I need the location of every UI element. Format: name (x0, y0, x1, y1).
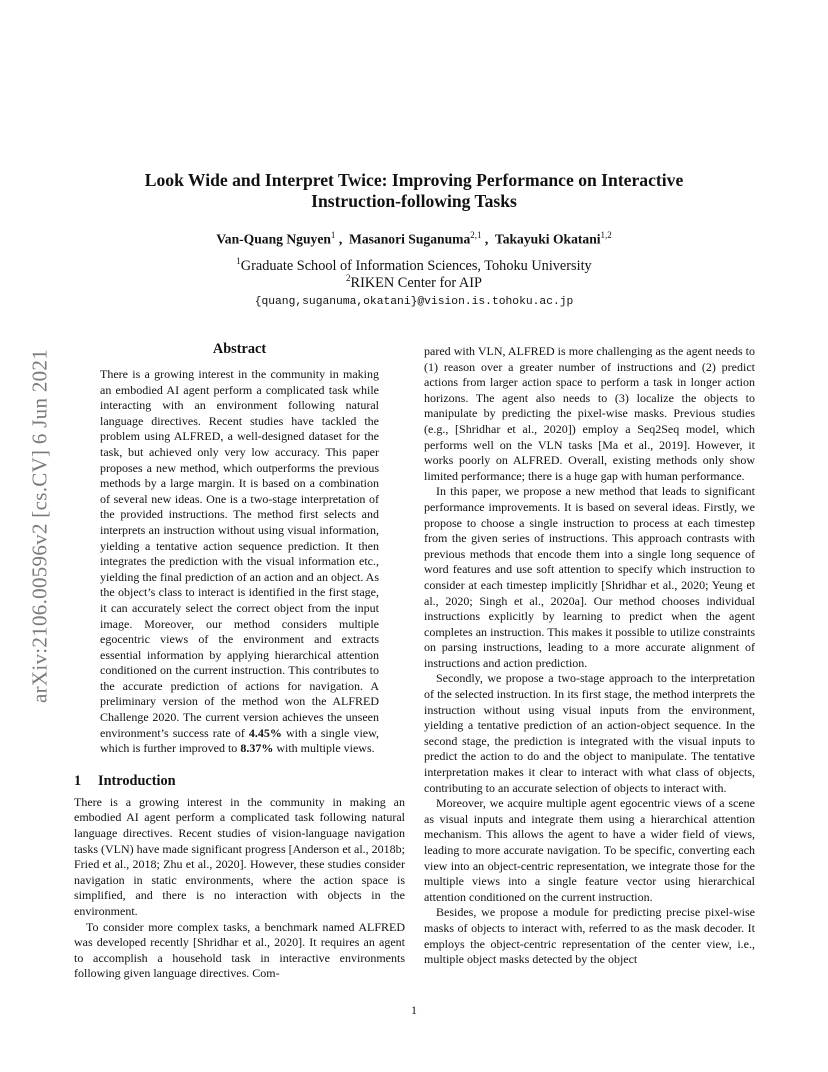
intro-paragraph-5: Moreover, we acquire multiple agent egocentric views of a scene as visual inputs and integrate them using a hierarchical attention mechanism. This allows the agent to have a wider field of views, leading to more accurate navigation. To be specific, converting each view into an object-centric representation, we integrate those for the multiple views into a single feature vector using hierarchical attention conditioned on the current instruction. (424, 796, 755, 904)
arxiv-side-label (20, 296, 60, 756)
intro-paragraph-6: Besides, we propose a module for predicting precise pixel-wise masks of objects to interact with, referred to as the mask decoder. It employs the object-centric representation of the center view, i.e., multiple object masks detected by the object (424, 905, 755, 967)
page-number: 1 (411, 1003, 417, 1017)
intro-paragraph-2-continued: pared with VLN, ALFRED is more challenging as the agent needs to (1) reason over a greater number of instructions and (2) predict actions from larger action space to perform a task in longer action horizons. The agent also needs to (3) localize the objects to manipulate by predicting the pixel-wise masks. Previous studies (e.g., [Shridhar et al., 2020]) employ a Seq2Seq model, which performs well on the VLN tasks [Ma et al., 2019]. However, it works poorly on ALFRED. Overall, existing methods only show limited performance; there is a huge gap with human performance. (424, 344, 755, 483)
affiliation-2 (100, 273, 728, 292)
arxiv-identifier: arXiv:2106.00596v2 [cs.CV] 6 Jun 2021 (27, 348, 52, 704)
section-title: Introduction (98, 772, 176, 789)
title-line-2: Instruction-following Tasks (311, 191, 517, 211)
left-column (74, 341, 405, 982)
intro-paragraph-4: Secondly, we propose a two-stage approach to the interpretation of the selected instruction. In its first stage, the method interprets the instruction without using visual inputs from the environment, yielding a tentative prediction of an action-object sequence. In the second stage, the prediction is integrated with the visual inputs to predict the action to do and the object to manipulate. The tentative interpretation makes it clear to interact with what class of objects, contributing to an accurate selection of objects to interact with. (424, 671, 755, 795)
affiliation-mark: 2 (346, 273, 351, 283)
paper-title (100, 170, 728, 212)
author-affiliation-mark: 1 (330, 230, 336, 240)
multi-view-success-rate: 8.37% (240, 741, 274, 756)
author-email: {quang,suganuma,okatani}@vision.is.tohoku.ac.jp (254, 296, 574, 308)
affiliation-text: RIKEN Center for AIP (350, 274, 482, 291)
abstract-heading: Abstract (212, 341, 267, 357)
single-view-success-rate: 4.45% (248, 725, 282, 740)
affiliation-text: Graduate School of Information Sciences, Tohoku University (240, 257, 592, 274)
affiliation-1 (100, 256, 728, 275)
author-name: Van-Quang Nguyen (216, 231, 331, 247)
author-affiliation-mark: 2,1 (470, 230, 482, 240)
author-name: Takayuki Okatani (494, 231, 601, 247)
author-affiliation-mark: 1,2 (600, 230, 612, 240)
abstract-text: There is a growing interest in the community in making an embodied AI agent perform a complicated task while interacting with an environment following natural language directives. Recent studies have tackled the problem using ALFRED, a well-designed dataset for the task, but achieved only very low accuracy. This paper proposes a new method, which outperforms the previous methods by a large margin. It is based on a combination of several new ideas. One is a two-stage interpretation of the provided instructions. The method first selects and interprets an instruction without using visual information, yielding a tentative action sequence prediction. It then integrates the prediction with the visual information etc., yielding the final prediction of an action and an object. As the object’s class to interact is identified in the first stage, it can accurately select the correct object from the input image. Moreover, our method considers multiple egocentric views of the environment and extracts essential information by applying hierarchical attention conditioned on the current instruction. This contributes to the accurate prediction of actions for navigation. A preliminary version of the method won the ALFRED Challenge 2020. The current version achieves the unseen environment’s success rate of 4.45% with a single view, which is further improved to 8.37% with multiple views. (100, 367, 379, 756)
right-column (424, 344, 755, 968)
intro-paragraph-3: In this paper, we propose a new method that leads to significant performance improvements. It is based on several ideas. Firstly, we propose to choose a single instruction to process at each timestep from the given series of instructions. This approach contrasts with previous methods that encode them into a single long sequence of word features and use soft attention to specify which instruction to consider at each timestep implicitly [Shridhar et al., 2020; Yeung et al., 2020; Singh et al., 2020a]. Our method chooses individual instructions explicitly by learning to predict when the agent completes an instruction. This makes it possible to utilize constraints on parsing instructions, leading to a more accurate alignment of instructions and action prediction. (424, 484, 755, 670)
intro-paragraph-1: There is a growing interest in the community in making an embodied AI agent perform a complicated task following natural language directives. Recent studies of vision-language navigation tasks (VLN) have made significant progress [Anderson et al., 2018b; Fried et al., 2018; Zhu et al., 2020]. However, these studies consider navigation in static environments, where the action space is simplified, and there is no interaction with objects in the environment. (74, 794, 405, 918)
title-line-1: Look Wide and Interpret Twice: Improving Performance on Interactive (144, 170, 684, 190)
author-name: Masanori Suganuma (349, 231, 471, 247)
author-list: Van-Quang Nguyen$^1$ , Masanori Suganuma$^{2,1}$ , Takayuki Okatani$^{1,2}$ (216, 230, 612, 247)
section-number: 1 (74, 772, 82, 789)
section-heading-introduction (74, 773, 405, 790)
affiliation-mark: 1 (236, 256, 241, 266)
intro-paragraph-2: To consider more complex tasks, a benchmark named ALFRED was developed recently [Shridhar et al., 2020]. It requires an agent to accomplish a household task in interactive environments following given language directives. Com- (74, 919, 405, 981)
